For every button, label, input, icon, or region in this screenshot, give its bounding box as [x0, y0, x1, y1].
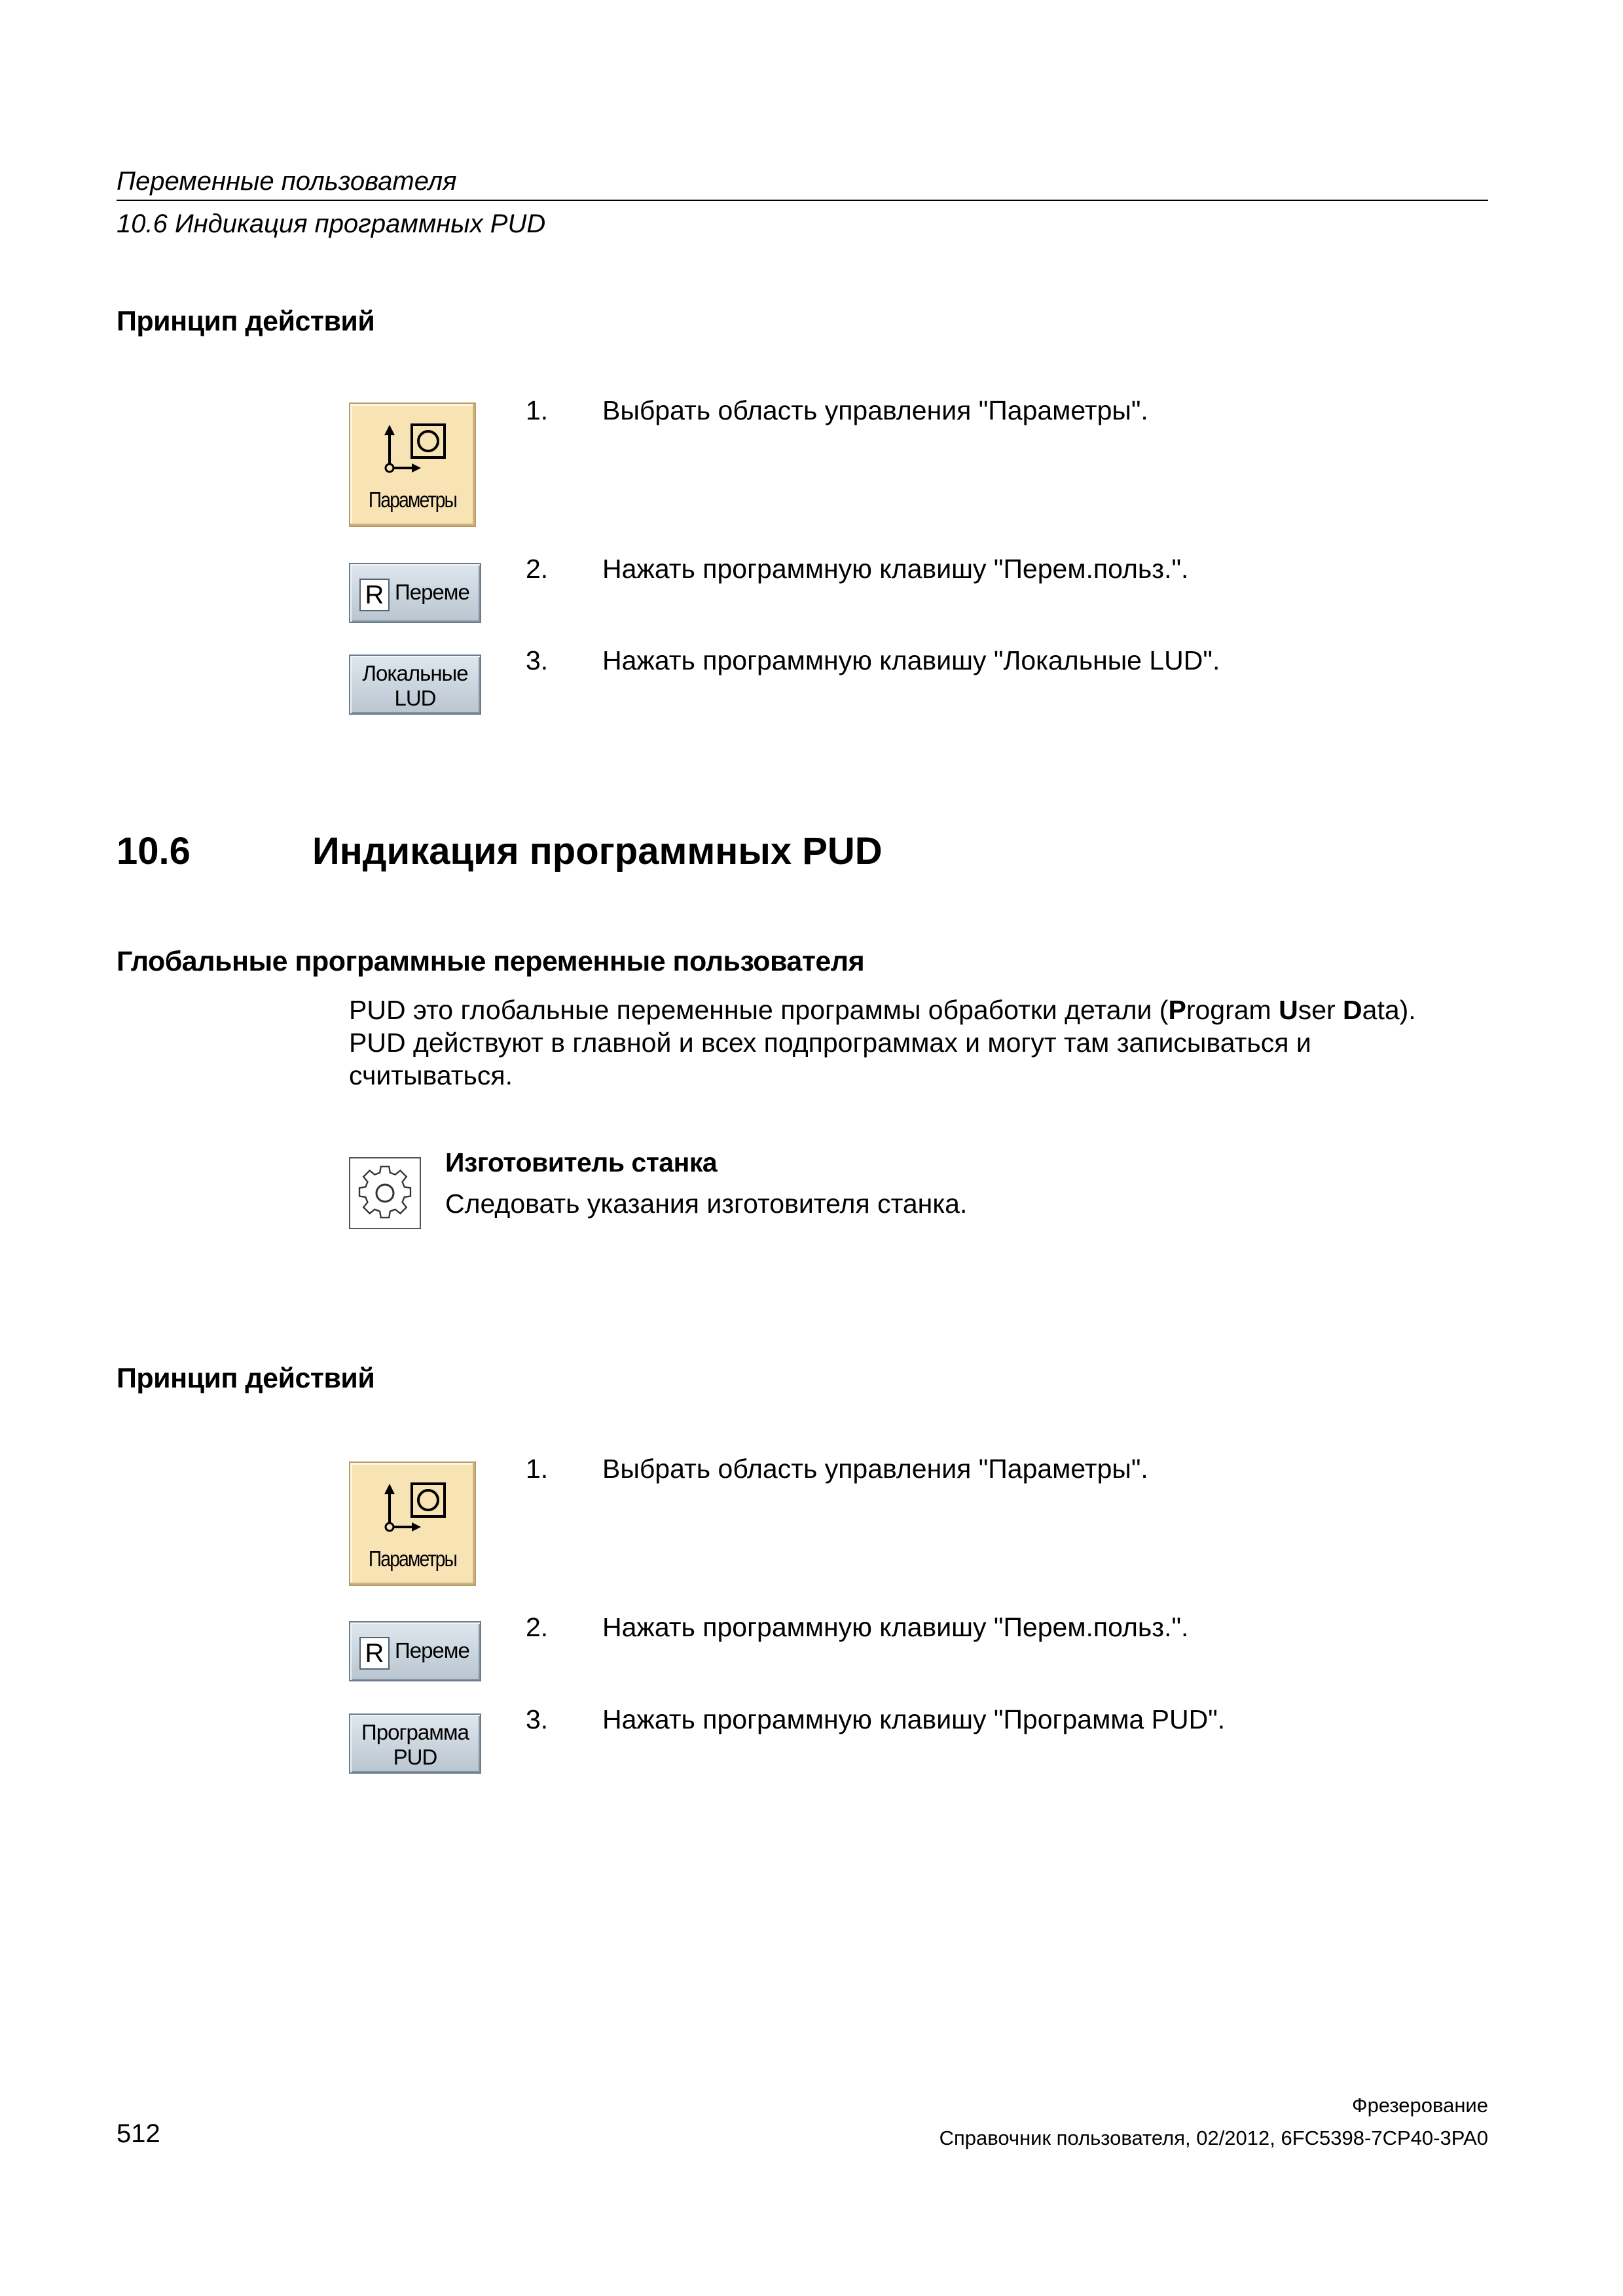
machine-manufacturer-note-title: Изготовитель станка: [445, 1147, 718, 1177]
r-variable-icon: R: [359, 579, 390, 611]
step-2-number: 2.: [526, 554, 549, 584]
parameters-softkey-2: [349, 1462, 476, 1586]
pud-description: [349, 994, 1501, 1092]
footer-manual-reference: Справочник пользователя, 02/2012, 6FC5398-7CP40-3PA0: [939, 2126, 1488, 2149]
running-header-chapter: Переменные пользователя: [117, 167, 457, 196]
pud-description-line2: PUD действуют в главной и всех подпрограммах и могут там записываться и: [349, 1028, 1311, 1058]
step-2-number: 2.: [526, 1612, 549, 1642]
step-2-text: Нажать программную клавишу "Перем.польз.".: [602, 1612, 1189, 1642]
step-1-text: Выбрать область управления "Параметры".: [602, 1454, 1148, 1484]
program-pud-softkey-line2: PUD: [393, 1745, 437, 1769]
user-variables-softkey-2: [349, 1621, 481, 1681]
r-variable-icon: R: [359, 1637, 390, 1670]
step-3-number: 3.: [526, 645, 549, 675]
pud-description-line1: PUD это глобальные переменные программы обработки детали (Program User Data).: [349, 995, 1416, 1025]
parameters-icon: [376, 416, 450, 478]
header-rule: [117, 200, 1488, 201]
page-number: 512: [117, 2119, 160, 2148]
parameters-softkey-label: Параметры: [368, 1547, 457, 1571]
footer-product: Фрезерование: [1352, 2094, 1488, 2117]
program-pud-softkey-line1: Программа: [361, 1720, 469, 1744]
program-pud-softkey: [349, 1713, 481, 1774]
local-lud-softkey-line1: Локальные: [362, 661, 468, 685]
procedure-heading-1: Принцип действий: [117, 306, 375, 337]
local-lud-softkey-line2: LUD: [394, 686, 436, 710]
gear-icon: [350, 1158, 420, 1228]
user-variables-softkey-label: Переме: [395, 580, 469, 604]
pud-description-line3: считываться.: [349, 1060, 513, 1090]
step-3-text: Нажать программную клавишу "Локальные LUD".: [602, 645, 1220, 675]
section-title: Индикация программных PUD: [312, 830, 883, 872]
section-number: 10.6: [117, 830, 191, 872]
user-variables-softkey-label: Переме: [395, 1638, 469, 1662]
machine-manufacturer-note-icon: [349, 1157, 421, 1229]
parameters-softkey-label: Параметры: [368, 488, 457, 512]
parameters-icon: [376, 1475, 450, 1537]
step-1-number: 1.: [526, 395, 549, 425]
procedure-heading-2: Принцип действий: [117, 1363, 375, 1394]
local-lud-softkey: [349, 655, 481, 715]
step-2-text: Нажать программную клавишу "Перем.польз.".: [602, 554, 1189, 584]
machine-manufacturer-note-text: Следовать указания изготовителя станка.: [445, 1189, 968, 1219]
step-1-text: Выбрать область управления "Параметры".: [602, 395, 1148, 425]
global-variables-heading: Глобальные программные переменные пользователя: [117, 946, 865, 977]
running-header-section: 10.6 Индикация программных PUD: [117, 209, 546, 238]
parameters-softkey-1: [349, 403, 476, 527]
step-3-number: 3.: [526, 1704, 549, 1734]
user-variables-softkey-1: [349, 563, 481, 623]
step-1-number: 1.: [526, 1454, 549, 1484]
step-3-text: Нажать программную клавишу "Программа PUD".: [602, 1704, 1226, 1734]
